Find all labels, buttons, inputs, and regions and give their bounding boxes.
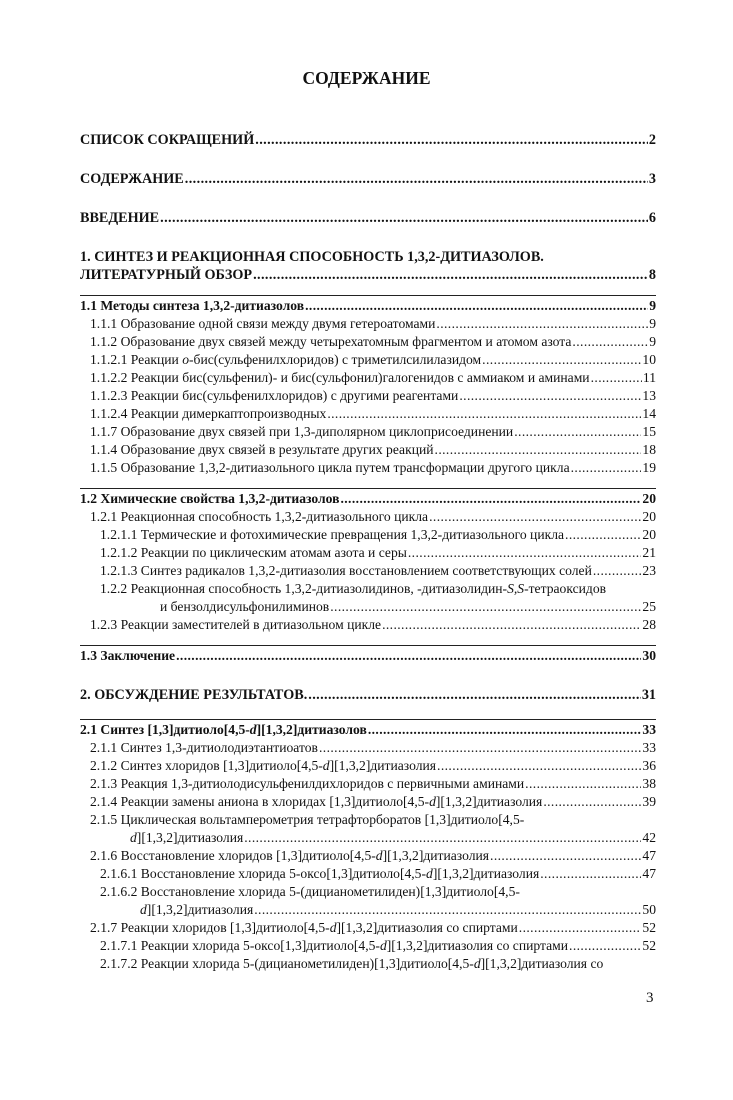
text-segment: ][1,3,2]дитиазолия xyxy=(382,848,490,863)
italic-text: d xyxy=(429,794,436,809)
toc-entry[interactable] xyxy=(80,562,656,580)
entry-page-number: 2 xyxy=(648,132,656,148)
toc-section xyxy=(80,295,656,477)
entry-title xyxy=(100,865,539,883)
text-segment: 1.2.2 Реакционная способность 1,3,2-дитиазолидинов, -дитиазолидин- xyxy=(100,581,508,596)
dot-leader xyxy=(340,490,641,508)
entry-title xyxy=(140,901,253,919)
text-segment: 1.1.2.3 Реакции бис(сульфенилхлоридов) с другими реагентами xyxy=(90,388,459,403)
toc-entry-line[interactable] xyxy=(80,647,656,665)
toc-entry-line[interactable] xyxy=(80,266,656,284)
text-segment: 2.1.7 Реакции хлоридов [1,3]дитиоло[4,5- xyxy=(90,920,330,935)
toc-entry-line[interactable] xyxy=(80,508,656,526)
text-segment: 2.1 Синтез [1,3]дитиоло[4,5- xyxy=(80,722,250,737)
italic-text: d xyxy=(249,722,257,737)
toc-entry[interactable] xyxy=(80,131,656,149)
text-segment: 2.1.5 Циклическая вольтамперометрия тетрафторборатов [1,3]дитиоло[4,5- xyxy=(90,812,525,827)
toc-entry[interactable] xyxy=(80,580,656,616)
toc-entry[interactable] xyxy=(80,919,656,937)
text-segment: ВВЕДЕНИЕ xyxy=(80,210,160,226)
text-segment: 1.1.2.4 Реакции димеркаптопроизводных xyxy=(90,406,327,421)
toc-entry[interactable] xyxy=(80,351,656,369)
entry-title xyxy=(90,315,435,333)
toc-entry-line[interactable] xyxy=(80,829,656,847)
toc-entry-line[interactable] xyxy=(80,919,656,937)
toc-entry-line[interactable] xyxy=(80,580,656,598)
entry-page-number: 18 xyxy=(642,442,656,457)
text-segment: 2.1.6 Восстановление хлоридов [1,3]дитиоло[4,5- xyxy=(90,848,376,863)
toc-section xyxy=(80,719,656,973)
entry-page-number: 10 xyxy=(642,352,656,367)
text-segment: ][1,3,2]дитиазолия xyxy=(146,902,254,917)
toc-entry[interactable] xyxy=(80,387,656,405)
dot-leader xyxy=(572,333,648,351)
dot-leader xyxy=(160,209,648,227)
dot-leader xyxy=(519,919,642,937)
toc-entry-line[interactable] xyxy=(80,423,656,441)
entry-title xyxy=(80,209,159,227)
text-segment: ][1,3,2]дитиазолия xyxy=(329,758,437,773)
entry-page-number: 47 xyxy=(642,848,656,863)
dot-leader xyxy=(525,775,641,793)
text-segment: 2. ОБСУЖДЕНИЕ РЕЗУЛЬТАТОВ. xyxy=(80,687,308,703)
toc-entry[interactable] xyxy=(80,170,656,188)
entry-page-number: 47 xyxy=(642,866,656,881)
dot-leader xyxy=(254,901,641,919)
entry-title xyxy=(90,508,428,526)
text-segment: 1.2.1.3 Синтез радикалов 1,3,2-дитиазолия восстановлением соответствующих солей xyxy=(100,563,592,578)
text-segment: 1.1.5 Образование 1,3,2-дитиазольного цикла путем трансформации другого цикла xyxy=(90,460,570,475)
toc-entry[interactable] xyxy=(80,209,656,227)
dot-leader xyxy=(571,459,642,477)
toc-section xyxy=(80,248,656,284)
entry-title xyxy=(90,387,458,405)
toc-entry-line[interactable] xyxy=(80,297,656,315)
dot-leader xyxy=(255,131,648,149)
text-segment: 2.1.2 Синтез хлоридов [1,3]дитиоло[4,5- xyxy=(90,758,323,773)
entry-title xyxy=(90,847,489,865)
text-segment: 1.1.1 Образование одной связи между двумя гетероатомами xyxy=(90,316,436,331)
page-title: СОДЕРЖАНИЕ xyxy=(302,68,431,88)
toc-entry[interactable] xyxy=(80,248,656,284)
dot-leader xyxy=(437,757,641,775)
entry-title xyxy=(100,526,564,544)
dot-leader xyxy=(176,647,641,665)
dot-leader xyxy=(305,297,648,315)
toc-entry-line[interactable] xyxy=(80,526,656,544)
toc-entry-line[interactable] xyxy=(80,686,656,704)
toc-section xyxy=(80,131,656,149)
entry-title xyxy=(80,490,339,508)
text-segment: 1.2.1 Реакционная способность 1,3,2-дитиазольного цикла xyxy=(90,509,429,524)
dot-leader xyxy=(482,351,641,369)
toc-entry-line[interactable] xyxy=(80,562,656,580)
toc-entry-line[interactable] xyxy=(80,490,656,508)
toc-entry-line[interactable] xyxy=(80,775,656,793)
table-of-contents xyxy=(80,131,656,973)
toc-entry-line[interactable] xyxy=(80,901,656,919)
entry-page-number: 31 xyxy=(641,687,656,703)
dot-leader xyxy=(436,315,648,333)
text-segment: 1.1.2 Образование двух связей между четырехатомным фрагментом и атомом азота xyxy=(90,334,572,349)
italic-text: d xyxy=(130,830,137,845)
toc-entry[interactable] xyxy=(80,793,656,811)
toc-entry[interactable] xyxy=(80,865,656,883)
text-segment: ][1,3,2]дитиазолия xyxy=(136,830,244,845)
italic-text: d xyxy=(329,920,337,935)
dot-leader xyxy=(490,847,641,865)
toc-entry-line[interactable] xyxy=(80,544,656,562)
dot-leader xyxy=(543,793,641,811)
toc-section xyxy=(80,686,656,704)
italic-text: d xyxy=(379,938,387,953)
entry-title xyxy=(90,757,436,775)
entry-title xyxy=(100,580,606,598)
toc-entry[interactable] xyxy=(80,955,656,973)
entry-page-number: 33 xyxy=(642,722,656,737)
italic-text: S,S xyxy=(507,581,525,596)
toc-entry[interactable] xyxy=(80,297,656,315)
dot-leader xyxy=(459,387,641,405)
entry-title xyxy=(100,937,568,955)
entry-title xyxy=(80,266,252,284)
entry-page-number: 8 xyxy=(648,267,656,283)
italic-text: о xyxy=(182,352,190,367)
toc-entry-line[interactable] xyxy=(80,739,656,757)
entry-title xyxy=(90,333,571,351)
entry-title xyxy=(90,919,518,937)
entry-page-number: 20 xyxy=(642,509,656,524)
text-segment: 1. СИНТЕЗ И РЕАКЦИОННАЯ СПОСОБНОСТЬ 1,3,2-ДИТИАЗОЛОВ. xyxy=(80,249,544,265)
text-segment: 1.2.1.2 Реакции по циклическим атомам азота и серы xyxy=(100,545,407,560)
text-segment: -тетраоксидов xyxy=(524,581,607,596)
italic-text: d xyxy=(322,758,330,773)
toc-entry[interactable] xyxy=(80,721,656,739)
text-segment: ][1,3,2]дитиазолия xyxy=(432,866,540,881)
entry-title xyxy=(130,829,243,847)
toc-entry[interactable] xyxy=(80,775,656,793)
toc-entry-line[interactable] xyxy=(80,333,656,351)
toc-entry-line[interactable] xyxy=(80,865,656,883)
entry-title xyxy=(90,793,542,811)
toc-entry-line[interactable] xyxy=(80,459,656,477)
text-segment: 1.2 Химические свойства 1,3,2-дитиазолов xyxy=(80,491,340,506)
toc-entry[interactable] xyxy=(80,616,656,634)
dot-leader xyxy=(593,562,642,580)
toc-entry[interactable] xyxy=(80,937,656,955)
text-segment: ][1,3,2]дитиазолия со спиртами xyxy=(336,920,518,935)
italic-text: d xyxy=(375,848,383,863)
text-segment: ][1,3,2]дитиазолия со xyxy=(480,956,604,971)
entry-title xyxy=(90,369,590,387)
dot-leader xyxy=(429,508,641,526)
dot-leader xyxy=(382,616,641,634)
toc-section xyxy=(80,488,656,634)
dot-leader xyxy=(308,686,641,704)
italic-text: d xyxy=(140,902,147,917)
toc-entry-line[interactable] xyxy=(80,721,656,739)
text-segment: 1.1.2.2 Реакции бис(сульфенил)- и бис(сульфонил)галогенидов с аммиаком и аминами xyxy=(90,370,590,385)
toc-entry[interactable] xyxy=(80,315,656,333)
entry-title xyxy=(80,686,307,704)
entry-title xyxy=(100,955,603,973)
toc-entry[interactable] xyxy=(80,405,656,423)
text-segment: СПИСОК СОКРАЩЕНИЙ xyxy=(80,132,255,148)
entry-title xyxy=(80,297,304,315)
text-segment: и бензолдисульфонилиминов xyxy=(160,599,330,614)
toc-entry[interactable] xyxy=(80,441,656,459)
toc-section xyxy=(80,170,656,188)
dot-leader xyxy=(435,441,642,459)
toc-entry-line[interactable] xyxy=(80,315,656,333)
toc-entry[interactable] xyxy=(80,333,656,351)
entry-title xyxy=(90,405,326,423)
entry-page-number: 28 xyxy=(642,617,656,632)
toc-entry-line[interactable] xyxy=(80,847,656,865)
entry-page-number: 15 xyxy=(642,424,656,439)
dot-leader xyxy=(408,544,642,562)
entry-page-number: 9 xyxy=(649,334,656,349)
text-segment: 1.1.2.1 Реакции xyxy=(90,352,183,367)
text-segment: 2.1.3 Реакция 1,3-дитиолодисульфенилдихлоридов с первичными аминами xyxy=(90,776,525,791)
entry-title xyxy=(90,351,481,369)
entry-page-number: 9 xyxy=(649,316,656,331)
toc-entry[interactable] xyxy=(80,544,656,562)
toc-entry-line[interactable] xyxy=(80,883,656,901)
dot-leader xyxy=(591,369,642,387)
dot-leader xyxy=(565,526,641,544)
entry-title xyxy=(80,721,367,739)
entry-page-number: 6 xyxy=(648,210,656,226)
dot-leader xyxy=(330,598,641,616)
text-segment: 2.1.4 Реакции замены аниона в хлоридах [1,3]дитиоло[4,5- xyxy=(90,794,430,809)
toc-entry-line[interactable] xyxy=(80,405,656,423)
entry-title xyxy=(80,170,184,188)
toc-entry-line[interactable] xyxy=(80,387,656,405)
toc-entry-line[interactable] xyxy=(80,170,656,188)
entry-title xyxy=(90,459,570,477)
italic-text: d xyxy=(473,956,481,971)
toc-entry[interactable] xyxy=(80,423,656,441)
entry-title xyxy=(100,883,520,901)
entry-page-number: 21 xyxy=(642,545,656,560)
entry-page-number: 52 xyxy=(642,938,656,953)
text-segment: ][1,3,2]дитиазолия со спиртами xyxy=(386,938,569,953)
toc-entry-line[interactable] xyxy=(80,937,656,955)
toc-entry[interactable] xyxy=(80,526,656,544)
toc-entry-line[interactable] xyxy=(80,441,656,459)
entry-page-number: 20 xyxy=(642,491,656,506)
entry-page-number: 25 xyxy=(642,599,656,614)
toc-entry-line[interactable] xyxy=(80,793,656,811)
text-segment: ][1,3,2]дитиазолов xyxy=(256,722,367,737)
entry-title xyxy=(90,423,513,441)
text-segment: 1.1 Методы синтеза 1,3,2-дитиазолов xyxy=(80,298,305,313)
toc-entry[interactable] xyxy=(80,847,656,865)
text-segment: 2.1.6.1 Восстановление хлорида 5-оксо[1,3]дитиоло[4,5- xyxy=(100,866,427,881)
entry-page-number: 9 xyxy=(649,298,656,313)
toc-section xyxy=(80,209,656,227)
toc-entry[interactable] xyxy=(80,647,656,665)
entry-page-number: 23 xyxy=(642,563,656,578)
entry-title xyxy=(90,616,381,634)
entry-page-number: 33 xyxy=(642,740,656,755)
dot-leader xyxy=(185,170,648,188)
toc-entry[interactable] xyxy=(80,369,656,387)
entry-page-number: 36 xyxy=(642,758,656,773)
entry-page-number: 52 xyxy=(642,920,656,935)
toc-entry-line[interactable] xyxy=(80,757,656,775)
dot-leader xyxy=(244,829,641,847)
entry-title xyxy=(160,598,329,616)
text-segment: ЛИТЕРАТУРНЫЙ ОБЗОР xyxy=(80,267,253,283)
toc-entry[interactable] xyxy=(80,508,656,526)
entry-title xyxy=(90,811,524,829)
dot-leader xyxy=(569,937,641,955)
toc-entry[interactable] xyxy=(80,490,656,508)
toc-entry-line[interactable] xyxy=(80,811,656,829)
dot-leader xyxy=(368,721,642,739)
toc-entry[interactable] xyxy=(80,811,656,847)
toc-entry-line[interactable] xyxy=(80,248,656,266)
text-segment: 2.1.7.2 Реакции хлорида 5-(дицианометилиден)[1,3]дитиоло[4,5- xyxy=(100,956,474,971)
entry-page-number: 14 xyxy=(642,406,656,421)
entry-page-number: 39 xyxy=(642,794,656,809)
entry-page-number: 20 xyxy=(642,527,656,542)
entry-title xyxy=(100,562,592,580)
page-number: 3 xyxy=(646,990,654,1006)
toc-entry[interactable] xyxy=(80,757,656,775)
text-segment: 1.1.4 Образование двух связей в результате других реакций xyxy=(90,442,434,457)
text-segment: 1.1.7 Образование двух связей при 1,3-диполярном циклоприсоединении xyxy=(90,424,514,439)
entry-title xyxy=(100,544,407,562)
dot-leader xyxy=(327,405,641,423)
toc-entry-line[interactable] xyxy=(80,369,656,387)
toc-entry[interactable] xyxy=(80,883,656,919)
entry-page-number: 30 xyxy=(642,648,656,663)
text-segment: 2.1.6.2 Восстановление хлорида 5-(дицианометилиден)[1,3]дитиоло[4,5- xyxy=(100,884,520,899)
entry-page-number: 19 xyxy=(642,460,656,475)
text-segment: -бис(сульфенилхлоридов) с триметилсилилазидом xyxy=(189,352,482,367)
toc-entry-line[interactable] xyxy=(80,616,656,634)
text-segment: ][1,3,2]дитиазолия xyxy=(435,794,543,809)
toc-entry-line[interactable] xyxy=(80,209,656,227)
entry-page-number: 50 xyxy=(642,902,656,917)
italic-text: d xyxy=(426,866,433,881)
text-segment: СОДЕРЖАНИЕ xyxy=(80,171,184,187)
entry-page-number: 3 xyxy=(648,171,656,187)
toc-entry-line[interactable] xyxy=(80,955,656,973)
entry-title xyxy=(80,647,175,665)
entry-page-number: 11 xyxy=(642,370,656,385)
text-segment: 1.2.1.1 Термические и фотохимические превращения 1,3,2-дитиазольного цикла xyxy=(100,527,565,542)
toc-entry-line[interactable] xyxy=(80,351,656,369)
text-segment: 1.2.3 Реакции заместителей в дитиазольном цикле xyxy=(90,617,382,632)
entry-page-number: 38 xyxy=(642,776,656,791)
entry-title xyxy=(80,248,544,266)
toc-entry[interactable] xyxy=(80,686,656,704)
toc-entry[interactable] xyxy=(80,739,656,757)
dot-leader xyxy=(514,423,641,441)
entry-page-number: 42 xyxy=(642,830,656,845)
text-segment: 1.3 Заключение xyxy=(80,648,176,663)
dot-leader xyxy=(253,266,648,284)
entry-title xyxy=(90,739,318,757)
dot-leader xyxy=(540,865,641,883)
toc-section xyxy=(80,645,656,665)
toc-entry-line[interactable] xyxy=(80,598,656,616)
text-segment: 2.1.7.1 Реакции хлорида 5-оксо[1,3]дитиоло[4,5- xyxy=(100,938,380,953)
entry-page-number: 13 xyxy=(642,388,656,403)
toc-entry-line[interactable] xyxy=(80,131,656,149)
dot-leader xyxy=(319,739,641,757)
toc-entry[interactable] xyxy=(80,459,656,477)
entry-title xyxy=(90,441,434,459)
entry-title xyxy=(80,131,254,149)
entry-title xyxy=(90,775,524,793)
text-segment: 2.1.1 Синтез 1,3-дитиолодиэтантиоатов xyxy=(90,740,318,755)
